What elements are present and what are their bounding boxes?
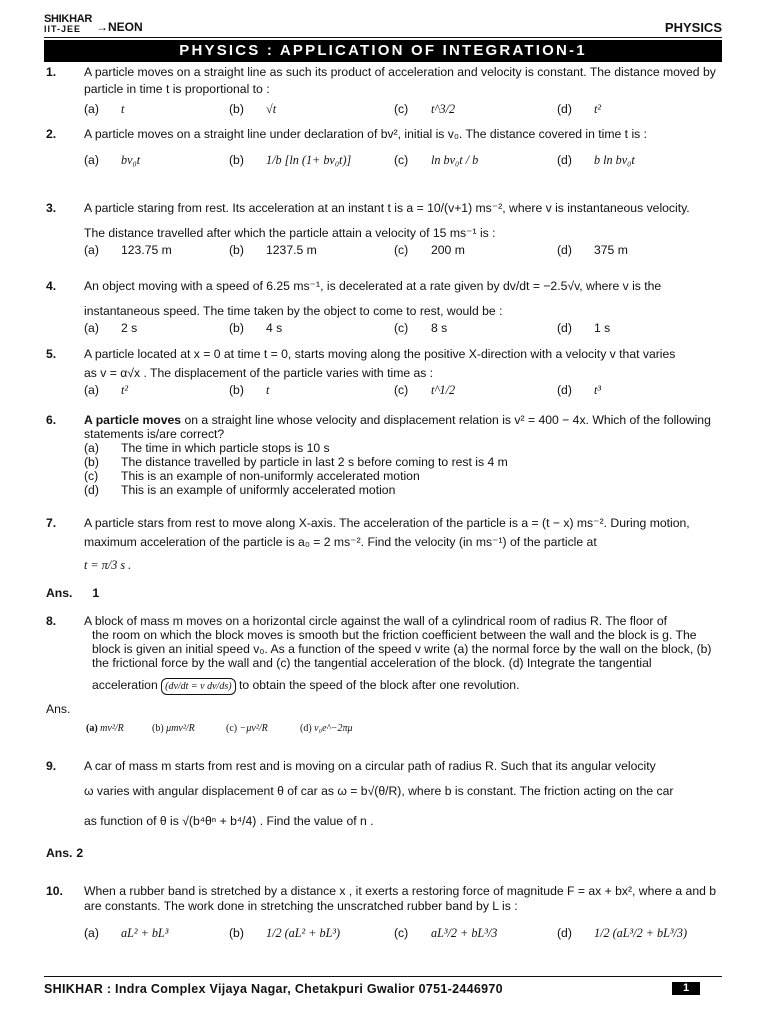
option-b[interactable]: (b) 4 s [229,321,283,335]
option-a[interactable]: (a) t² [84,383,129,397]
logo-top: SHIKHAR [44,13,93,25]
page-header [44,14,722,34]
question-text-2: instantaneous speed. The time taken by the object to come to rest, would be : [84,304,503,318]
options [84,152,722,170]
statement-a[interactable]: (a) The time in which particle stops is 10 s [84,441,330,455]
logo [44,13,143,34]
option-b[interactable]: (b) √t [229,102,277,116]
question-text-2: The distance travelled after which the particle attain a velocity of 15 ms⁻¹ is : [84,226,496,240]
question-text: A particle located at x = 0 at time t = 0, starts moving along the positive X-direction with a velocity v that varies [84,347,676,361]
question-8: 8. A block of mass m moves on a horizontal circle against the wall of a cylindrical room of radius R. The floor of the room on which the block moves is smooth but the friction coefficient between the wall and the block is g. The block is given an initial speed v₀. As a function of the speed v write (a) the normal force by the wall on the block, (b) the frictional force by the wall and (c) the tangential acceleration of the block. (d) Integrate the tangential acceleration (dv/dt = v dv/ds) to obtain the speed of the block after one revolution. [46,614,722,694]
option-d[interactable]: (d) v₀e^−2πμ [300,723,353,734]
question-text: A particle moves on a straight line as such its product of acceleration and velocity is constant. The distance moved by particle in time t is proportional to : [84,65,716,96]
option-a[interactable]: (a) aL² + bL³ [84,926,169,940]
option-c[interactable]: (c) 8 s [394,321,448,335]
option-d[interactable]: (d) t³ [557,383,602,397]
answer-8-options [46,720,722,740]
options [84,242,722,260]
question-3: 3. A particle staring from rest. Its acceleration at an instant t is a = 10/(v+1) ms⁻², where v is instantaneous velocity. The distance travelled after which the particle attain a velocity of 15 ms⁻¹ is : (a) 123.75 m (b) 1237.5 m (c) 200 m (d) 375 m [46,200,722,260]
option-b[interactable]: (b) 1/2 (aL² + bL³) [229,926,341,940]
question-text: A particle moves on a straight line whose velocity and displacement relation is v² = 400 − 4x. Which of the following statements is/are correct? [84,413,711,441]
footer-divider [44,976,722,977]
statement-c[interactable]: (c) This is an example of non-uniformly accelerated motion [84,469,420,483]
statement-list [84,441,722,497]
options [84,320,722,338]
question-4: 4. An object moving with a speed of 6.25 ms⁻¹, is decelerated at a rate given by dv/dt = −2.5√v, where v is the instantaneous speed. The time taken by the object to come to rest, would be : (a) 2 s (b) 4 s (c) 8 s (d) 1 s [46,278,722,338]
option-b[interactable]: (b) μmv²/R [152,723,195,734]
question-9: 9. A car of mass m starts from rest and is moving on a circular path of radius R. Such that its angular velocity ω varies with angular displacement θ of car as ω = b√(θ/R), where b is constant. The friction acting on the car as function of θ is √(b⁴θⁿ + b⁴/4) . Find the value of n . [46,758,722,829]
logo-bottom: IIT-JEE [44,24,82,34]
question-text-3: as function of θ is √(b⁴θⁿ + b⁴/4) . Find the value of n . [84,814,374,828]
question-10: 10. When a rubber band is stretched by a distance x , it exerts a restoring force of magnitude F = ax + bx², where a and b are constants. The work done in stretching the unscratched rubber band by L is : (a) aL² + bL³ (b) 1/2 (aL² + bL³) (c) aL³/2 + bL³/3 (d) 1/2 (aL³/2 + bL³/3) [46,884,722,944]
question-text-3: acceleration (dv/dt = v dv/ds) to obtain the speed of the block after one revolution. [92,678,722,694]
question-text: A particle moves on a straight line under declaration of bv², initial is v₀. The distance covered in time t is : [84,127,648,141]
options [84,926,722,944]
question-text: A particle stars from rest to move along X-axis. The acceleration of the particle is a = (t − x) ms⁻². During motion, maximum acceleration of the particle is a₀ = 2 ms⁻². Find the velocity (in ms⁻¹) of the particle at [84,516,690,549]
option-d[interactable]: (d) 1/2 (aL³/2 + bL³/3) [557,926,688,940]
option-c[interactable]: (c) t^3/2 [394,102,456,116]
answer-9: Ans. 2 [46,846,84,860]
statement-b[interactable]: (b) The distance travelled by particle in last 2 s before coming to rest is 4 m [84,455,508,469]
option-c[interactable]: (c) aL³/2 + bL³/3 [394,926,498,940]
question-text: A car of mass m starts from rest and is moving on a circular path of radius R. Such that its angular velocity [84,759,656,773]
option-a[interactable]: (a) mv²/R [86,723,124,734]
question-1: 1. A particle moves on a straight line as such its product of acceleration and velocity is constant. The distance moved by particle in time t is proportional to : (a) t (b) √t (c) t^3/2 (d) t² [46,64,722,119]
options [84,382,722,400]
page-title: PHYSICS : APPLICATION OF INTEGRATION-1 [44,40,722,62]
option-c[interactable]: (c) 200 m [394,243,465,257]
question-text-2: as v = α√x . The displacement of the particle varies with time as : [84,366,434,380]
footer-address: SHIKHAR : Indra Complex Vijaya Nagar, Chetakpuri Gwalior 0751-2446970 [44,982,503,996]
question-6: 6. A particle moves on a straight line whose velocity and displacement relation is v² = 400 − 4x. Which of the following statements is/are correct? (a) The time in which particle stops is 10 s (b) The distance travelled by particle in last 2 s before coming to rest is 4 m (c) This is an example of non-uniformly accelerated motion (d) This is an example of uniformly accelerated motion [46,413,722,497]
option-d[interactable]: (d) 1 s [557,321,611,335]
option-b[interactable]: (b) 1/b [ln (1+ bv₀t)] [229,153,352,167]
question-text: A particle staring from rest. Its acceleration at an instant t is a = 10/(v+1) ms⁻², where v is instantaneous velocity. [84,201,690,215]
option-d[interactable]: (d) b ln bv₀t [557,153,635,167]
question-5: 5. A particle located at x = 0 at time t = 0, starts moving along the positive X-direction with a velocity v that varies as v = α√x . The displacement of the particle varies with time as : (a) t² (b) t (c) t^1/2 (d) t³ [46,346,722,400]
option-c[interactable]: (c) ln bv₀t / b [394,153,479,167]
option-a[interactable]: (a) t [84,102,125,116]
option-a[interactable]: (a) bv₀t [84,153,141,167]
question-text-2: t = π/3 s . [84,558,132,572]
answer-7: Ans. 1 [46,586,100,600]
logo-neon: →NEON [96,20,143,34]
question-2: 2. A particle moves on a straight line under declaration of bv², initial is v₀. The distance covered in time t is : (a) bv₀t (b) 1/b [ln (1+ bv₀t)] (c) ln bv₀t / b (d) b ln bv₀t [46,126,722,170]
option-b[interactable]: (b) 1237.5 m [229,243,317,257]
options [84,101,722,119]
header-divider [44,37,722,38]
question-text-2: ω varies with angular displacement θ of car as ω = b√(θ/R), where b is constant. The friction acting on the car [84,784,674,798]
question-text: When a rubber band is stretched by a distance x , it exerts a restoring force of magnitude F = ax + bx², where a and b are constants. The work done in stretching the unscratched rubber band by L is : [84,884,717,913]
question-text: An object moving with a speed of 6.25 ms⁻¹, is decelerated at a rate given by dv/dt = −2.5√v, where v is the [84,279,662,293]
statement-d[interactable]: (d) This is an example of uniformly accelerated motion [84,483,396,497]
option-d[interactable]: (d) 375 m [557,243,628,257]
option-a[interactable]: (a) 123.75 m [84,243,172,257]
page-number: 1 [672,982,700,995]
question-text: A block of mass m moves on a horizontal circle against the wall of a cylindrical room of radius R. The floor of [84,614,667,628]
question-text-2: the room on which the block moves is smooth but the friction coefficient between the wall and the block is g. The block is given an initial speed v₀. As a function of the speed v write (a) the normal force by the wall on the block, (b) the frictional force by the wall and (c) the tangential acceleration of the block. (d) Integrate the tangential [92,628,712,670]
question-7: 7. A particle stars from rest to move along X-axis. The acceleration of the particle is a = (t − x) ms⁻². During motion, maximum acceleration of the particle is a₀ = 2 ms⁻². Find the velocity (in ms⁻¹) of the particle at t = π/3 s . [46,514,722,575]
option-b[interactable]: (b) t [229,383,270,397]
option-d[interactable]: (d) t² [557,102,602,116]
option-c[interactable]: (c) t^1/2 [394,383,456,397]
answer-8-label: Ans. [46,702,71,716]
option-a[interactable]: (a) 2 s [84,321,138,335]
option-c[interactable]: (c) −μv²/R [226,723,268,734]
subject-label: PHYSICS [664,20,722,35]
